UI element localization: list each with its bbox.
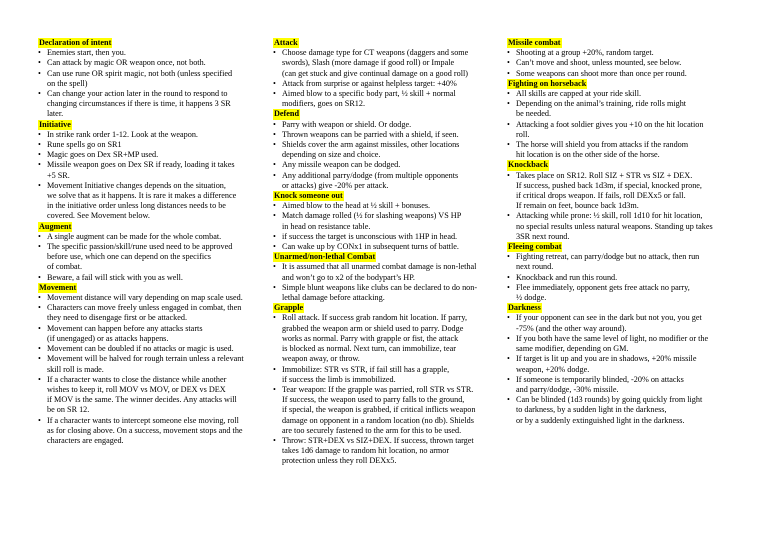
bullet-text-line: as for closing above. On a success, movement stops and the — [47, 425, 243, 435]
bullet-text-line: • Can wake up by CONx1 in subsequent turns of battle. — [282, 242, 459, 252]
bullet-text-line: on the spell) — [47, 78, 88, 88]
section-knock-someone-out — [273, 191, 493, 252]
bullet-item — [273, 171, 493, 191]
bullet-text-line: • Any additional parry/dodge (from multiple opponents — [282, 170, 459, 180]
bullet-item — [38, 303, 256, 323]
bullet-text-line: takes 1d6 damage to random hit location, no armor — [282, 446, 450, 456]
bullet-text-line: • Depending on the animal’s training, ride rolls might — [516, 99, 687, 109]
bullet-item — [38, 69, 256, 89]
bullet-item — [273, 140, 493, 160]
bullet-text-line: if MOV is the same. The winner decides. Any attacks will — [47, 395, 237, 405]
bullet-item — [273, 262, 493, 282]
bullet-text-line: • Shields cover the arm against missiles, other locations — [282, 140, 460, 150]
section-defend — [273, 109, 493, 191]
section-initiative — [38, 120, 256, 222]
bullet-item — [507, 211, 732, 242]
bullet-list — [273, 48, 493, 109]
bullet-text-line: and parry/dodge, -30% missile. — [516, 384, 619, 394]
section-augment — [38, 222, 256, 283]
section-heading: Unarmed/non-lethal Combat — [274, 252, 376, 262]
bullet-text-line: protection unless they roll DEXx5. — [282, 456, 397, 466]
bullet-item — [507, 283, 732, 303]
bullet-item — [507, 375, 732, 395]
bullet-text-line: • Enemies start, then you. — [47, 48, 126, 58]
bullet-text-line: • Attacking while prone: ½ skill, roll 1d10 for hit location, — [516, 211, 703, 221]
bullet-text-line: hit location is on the other side of the horse. — [516, 150, 660, 160]
bullet-text-line: weapon away, or throw. — [282, 354, 360, 364]
bullet-text-line: in the initiative order unless long distances needs to be — [47, 201, 226, 211]
bullet-item — [273, 79, 493, 89]
bullet-text-line: • Missile weapon goes on Dex SR if ready, loading it takes — [47, 160, 235, 170]
section-heading: Fleeing combat — [508, 242, 562, 252]
section-fighting-on-horseback — [507, 79, 732, 161]
bullet-text-line: • Attack from surprise or against helpless target: +40% — [282, 78, 457, 88]
bullet-text-line: are too securely fastened to the arm for this to be used. — [282, 425, 462, 435]
bullet-text-line: or by a suddenly extinguished light in the darkness. — [516, 415, 685, 425]
bullet-item — [507, 313, 732, 333]
bullet-item — [273, 436, 493, 467]
bullet-item — [38, 242, 256, 273]
bullet-item — [38, 140, 256, 150]
bullet-text-line: • Immobilize: STR vs STR, if fail still has a grapple, — [282, 364, 450, 374]
bullet-item — [273, 120, 493, 130]
bullet-text-line: • Shooting at a group +20%, random target. — [516, 48, 654, 58]
bullet-text-line: • Takes place on SR12. Roll SIZ + STR vs SIZ + DEX. — [516, 170, 693, 180]
section-grapple — [273, 303, 493, 466]
bullet-text-line: • If your opponent can see in the dark but not you, you get — [516, 313, 702, 323]
bullet-item — [273, 130, 493, 140]
bullet-text-line: they need to disengage first or be attacked. — [47, 313, 188, 323]
bullet-item — [507, 48, 732, 58]
bullet-list — [507, 171, 732, 242]
bullet-text-line: • Choose damage type for CT weapons (daggers and some — [282, 48, 469, 58]
bullet-text-line: • All skills are capped at your ride skill. — [516, 89, 642, 99]
bullet-item — [507, 120, 732, 140]
bullet-item — [38, 89, 256, 120]
bullet-item — [38, 416, 256, 447]
bullet-text-line: • Simple blunt weapons like clubs can be declared to do non- — [282, 282, 478, 292]
bullet-text-line: • Characters can move freely unless engaged in combat, then — [47, 303, 242, 313]
bullet-text-line: • Rune spells go on SR1 — [47, 140, 122, 150]
bullet-text-line: • Some weapons can shoot more than once per round. — [516, 68, 687, 78]
bullet-text-line: • Can attack by magic OR weapon once, not both. — [47, 58, 206, 68]
bullet-item — [507, 140, 732, 160]
bullet-text-line: • If target is lit up and you are in shadows, +20% missile — [516, 354, 697, 364]
section-heading: Knockback — [508, 160, 549, 170]
bullet-item — [273, 365, 493, 385]
section-heading: Knock someone out — [274, 191, 343, 201]
bullet-item — [38, 130, 256, 140]
bullet-text-line: • Aimed blow to the head at ½ skill + bonuses. — [282, 201, 431, 211]
bullet-text-line: • Can change your action later in the round to respond to — [47, 89, 228, 99]
bullet-text-line: in head on resistance table. — [282, 221, 371, 231]
bullet-item — [38, 375, 256, 416]
bullet-text-line: • A single augment can be made for the whole combat. — [47, 231, 222, 241]
section-heading: Movement — [39, 282, 77, 292]
bullet-item — [273, 313, 493, 364]
bullet-text-line: depending on size and choice. — [282, 150, 381, 160]
bullet-text-line: -75% (and the other way around). — [516, 323, 627, 333]
bullet-text-line: • The horse will shield you from attacks if the random — [516, 140, 689, 150]
bullet-item — [273, 48, 493, 79]
bullet-text-line: later. — [47, 109, 64, 119]
bullet-list — [507, 313, 732, 425]
bullet-text-line: • Beware, a fail will stick with you as well. — [47, 272, 183, 282]
bullet-text-line: changing circumstances if there is time, it happens 3 SR — [47, 99, 231, 109]
section-attack — [273, 38, 493, 109]
section-movement — [38, 283, 256, 446]
section-heading: Augment — [39, 221, 72, 231]
bullet-text-line: if success the limb is immobilized. — [282, 374, 396, 384]
bullet-text-line: • if success the target is unconscious with 1HP in head. — [282, 231, 458, 241]
column-3 — [507, 38, 732, 426]
bullet-item — [273, 283, 493, 303]
bullet-text-line: • Magic goes on Dex SR+MP used. — [47, 150, 159, 160]
section-heading: Initiative — [39, 119, 71, 129]
section-heading: Defend — [274, 109, 300, 119]
bullet-text-line: damage on opponent in a random location (no db). Shields — [282, 415, 474, 425]
bullet-text-line: • If someone is temporarily blinded, -20% on attacks — [516, 374, 684, 384]
bullet-item — [507, 252, 732, 272]
bullet-item — [38, 150, 256, 160]
section-missile-combat — [507, 38, 732, 79]
bullet-item — [507, 99, 732, 119]
bullet-item — [273, 89, 493, 109]
bullet-text-line: skill roll is made. — [47, 364, 104, 374]
bullet-item — [273, 232, 493, 242]
bullet-item — [273, 242, 493, 252]
bullet-text-line: • Movement distance will vary depending on map scale used. — [47, 293, 243, 303]
bullet-item — [507, 273, 732, 283]
bullet-text-line: • Any missile weapon can be dodged. — [282, 160, 401, 170]
bullet-text-line: same modifier, depending on GM. — [516, 344, 629, 354]
bullet-list — [38, 48, 256, 119]
section-fleeing-combat — [507, 242, 732, 303]
bullet-text-line: grabbed the weapon arm or shield used to parry. Dodge — [282, 323, 464, 333]
bullet-text-line: If success, the weapon used to parry falls to the ground, — [282, 395, 465, 405]
bullet-list — [273, 262, 493, 303]
section-heading: Fighting on horseback — [508, 78, 587, 88]
bullet-text-line: of combat. — [47, 262, 83, 272]
bullet-text-line: • Fighting retreat, can parry/dodge but no attack, then run — [516, 252, 700, 262]
section-heading: Attack — [274, 38, 298, 47]
bullet-item — [38, 354, 256, 374]
bullet-text-line: • If a character wants to intercept someone else moving, roll — [47, 415, 239, 425]
bullet-item — [38, 160, 256, 180]
bullet-item — [38, 324, 256, 344]
bullet-text-line: • Movement can be doubled if no attacks or magic is used. — [47, 344, 234, 354]
bullet-item — [507, 58, 732, 68]
bullet-text-line: ½ dodge. — [516, 293, 547, 303]
bullet-item — [507, 69, 732, 79]
bullet-item — [38, 273, 256, 283]
bullet-item — [273, 211, 493, 231]
bullet-text-line: wishes to keep it, roll MOV vs MOV, or DEX vs DEX — [47, 384, 226, 394]
bullet-item — [507, 354, 732, 374]
bullet-text-line: be on SR 12. — [47, 405, 90, 415]
bullet-item — [38, 293, 256, 303]
bullet-list — [38, 293, 256, 446]
bullet-text-line: • Can be blinded (1d3 rounds) by going quickly from light — [516, 395, 703, 405]
bullet-text-line: to darkness, by a sudden light in the darkness, — [516, 405, 667, 415]
bullet-text-line: If success, pushed back 1d3m, if special, knocked prone, — [516, 180, 702, 190]
bullet-text-line: • If a character wants to close the distance while another — [47, 374, 227, 384]
bullet-text-line: characters are engaged. — [47, 435, 124, 445]
bullet-text-line: • Can’t move and shoot, unless mounted, see below. — [516, 58, 682, 68]
bullet-text-line: • Parry with weapon or shield. Or dodge. — [282, 119, 412, 129]
bullet-text-line: • Match damage rolled (½ for slashing weapons) VS HP — [282, 211, 462, 221]
bullet-item — [38, 344, 256, 354]
bullet-text-line: (if unengaged) or as attacks happens. — [47, 333, 169, 343]
section-unarmed-non-lethal-combat — [273, 252, 493, 303]
bullet-list — [273, 120, 493, 191]
bullet-text-line: covered. See Movement below. — [47, 211, 150, 221]
bullet-text-line: we solve that as it happens. It is rare it makes a difference — [47, 191, 237, 201]
bullet-item — [38, 48, 256, 58]
bullet-text-line: • Aimed blow to a specific body part, ½ skill + normal — [282, 89, 456, 99]
bullet-text-line: • Flee immediately, opponent gets free attack no parry, — [516, 282, 690, 292]
bullet-text-line: lethal damage before attacking. — [282, 293, 385, 303]
bullet-list — [507, 89, 732, 160]
bullet-item — [38, 232, 256, 242]
bullet-text-line: • In strike rank order 1-12. Look at the weapon. — [47, 129, 198, 139]
bullet-text-line: if special, the weapon is grabbed, if critical inflicts weapon — [282, 405, 476, 415]
bullet-list — [273, 201, 493, 252]
bullet-text-line: • It is assumed that all unarmed combat damage is non-lethal — [282, 262, 477, 272]
bullet-text-line: next round. — [516, 262, 554, 272]
bullet-text-line: modifiers, goes on SR12. — [282, 99, 366, 109]
bullet-text-line: 3SR next round. — [516, 231, 570, 241]
section-heading: Missile combat — [508, 38, 561, 47]
bullet-item — [38, 181, 256, 222]
bullet-text-line: works as normal. Parry with grapple or fist, the attack — [282, 333, 459, 343]
bullet-text-line: • Throw: STR+DEX vs SIZ+DEX. If success, thrown target — [282, 435, 474, 445]
bullet-item — [507, 171, 732, 212]
bullet-text-line: weapon, +20% dodge. — [516, 364, 590, 374]
bullet-item — [507, 89, 732, 99]
column-2 — [273, 38, 493, 467]
bullet-text-line: • Thrown weapons can be parried with a shield, if seen. — [282, 129, 459, 139]
section-heading: Declaration of intent — [39, 38, 112, 47]
bullet-list — [273, 313, 493, 466]
bullet-text-line: roll. — [516, 129, 530, 139]
bullet-item — [273, 385, 493, 436]
section-knockback — [507, 160, 732, 242]
bullet-text-line: swords), Slash (more damage if good roll) or Impale — [282, 58, 455, 68]
bullet-text-line: • Knockback and run this round. — [516, 272, 618, 282]
bullet-text-line: is blocked as normal. Next turn, can immobilize, tear — [282, 344, 456, 354]
bullet-text-line: no special results unless natural weapons. Standing up takes — [516, 221, 713, 231]
bullet-text-line: If remain on feet, bounce back 1d3m. — [516, 201, 639, 211]
section-darkness — [507, 303, 732, 425]
bullet-text-line: before use, which one can depend on the specifics — [47, 252, 211, 262]
bullet-text-line: +5 SR. — [47, 170, 70, 180]
bullet-text-line: • Tear weapon: If the grapple was parried, roll STR vs STR. — [282, 384, 474, 394]
bullet-item — [38, 58, 256, 68]
bullet-text-line: • If you both have the same level of light, no modifier or the — [516, 333, 709, 343]
bullet-text-line: • Roll attack. If success grab random hit location. If parry, — [282, 313, 467, 323]
bullet-text-line: • Movement can happen before any attacks starts — [47, 323, 203, 333]
bullet-list — [507, 252, 732, 303]
section-heading: Darkness — [508, 303, 541, 313]
bullet-text-line: and won’t go to x2 of the bodypart’s HP. — [282, 272, 415, 282]
bullet-text-line: • Can use rune OR spirit magic, not both (unless specified — [47, 68, 233, 78]
bullet-item — [273, 201, 493, 211]
bullet-text-line: if critical drops weapon. If fails, roll DEXx5 or fall. — [516, 191, 686, 201]
bullet-item — [273, 160, 493, 170]
bullet-text-line: • Movement Initiative changes depends on the situation, — [47, 180, 226, 190]
bullet-text-line: • The specific passion/skill/rune used need to be approved — [47, 242, 233, 252]
bullet-list — [507, 48, 732, 79]
bullet-text-line: • Attacking a foot soldier gives you +10 on the hit location — [516, 119, 704, 129]
bullet-text-line: (can get stuck and give continual damage on a good roll) — [282, 68, 468, 78]
bullet-item — [507, 395, 732, 426]
bullet-item — [507, 334, 732, 354]
column-1 — [38, 38, 256, 446]
bullet-text-line: • Movement will be halved for rough terrain unless a relevant — [47, 354, 244, 364]
section-declaration-of-intent — [38, 38, 256, 120]
section-heading: Grapple — [274, 303, 304, 313]
bullet-list — [38, 130, 256, 222]
bullet-text-line: be needed. — [516, 109, 552, 119]
bullet-list — [38, 232, 256, 283]
bullet-text-line: or attacks) give -20% per attack. — [282, 180, 389, 190]
